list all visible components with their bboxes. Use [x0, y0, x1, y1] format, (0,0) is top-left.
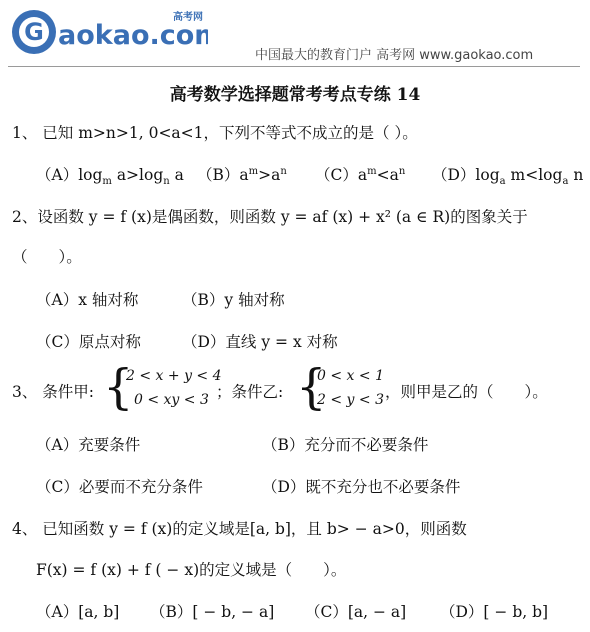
- q2-option-b: （B）y 轴对称: [182, 291, 285, 309]
- q1-option-b: $(B)a^m>a^n$: [197, 165, 287, 184]
- page-title: 高考数学选择题常考考点专练 14: [169, 85, 421, 105]
- q3-jia-line1: 2 < x + y < 4: [126, 368, 222, 384]
- q3-mid: ；条件乙:: [216, 383, 284, 401]
- header-tagline: 中国最大的教育门户 高考网 www.gaokao.com: [255, 48, 534, 63]
- logo-letter: G: [24, 18, 44, 46]
- q3-yi-line1: 0 < x < 1: [317, 368, 384, 384]
- q4-option-b: （B）[ − b, − a]: [150, 603, 275, 621]
- q3-jia-line2: 0 < xy < 3: [134, 392, 209, 408]
- q3-option-a: （A）充要条件: [36, 436, 141, 454]
- header-divider: [8, 66, 580, 67]
- logo-text: aokao.com: [58, 20, 208, 51]
- q1-option-d: $(D)\log_a$ $m<\log_a$ n: [432, 166, 584, 188]
- q3-yi-line2: 2 < y < 3: [317, 392, 384, 408]
- q4-option-c: （C）[a, − a]: [305, 603, 407, 621]
- q1-option-a: $(A)\log_m$ $a>\log_n$ a: [36, 166, 184, 188]
- q4-stem-line2: F(x) = f (x) + f ( − x)的定义域是（ ）。: [36, 561, 347, 579]
- q3-suffix: ，则甲是乙的（ ）。: [385, 383, 548, 401]
- q2-option-c: （C）原点对称: [36, 333, 141, 351]
- q3-option-d: （D）既不充分也不必要条件: [262, 478, 461, 496]
- q2-stem-line2: （ ）。: [12, 248, 82, 266]
- q2-option-d: （D）直线 y = x 对称: [182, 333, 338, 351]
- q1-stem: 1、 已知 m>n>1, 0<a<1，下列不等式不成立的是（ ）。: [12, 124, 418, 142]
- q4-stem-line1: 4、 已知函数 y = f (x)的定义域是[a, b]，且 b> − a>0，则函数: [12, 520, 467, 538]
- q3-option-c: （C）必要而不充分条件: [36, 478, 203, 496]
- q2-option-a: （A）x 轴对称: [36, 291, 139, 309]
- logo-sub: 高考网: [173, 12, 203, 23]
- gaokao-logo: [8, 4, 208, 60]
- q3-prefix: 3、 条件甲:: [12, 383, 95, 401]
- q4-option-d: （D）[ − b, b]: [440, 603, 549, 621]
- q3-option-b: （B）充分而不必要条件: [262, 436, 429, 454]
- logo-graphic: [8, 4, 208, 60]
- q2-stem-line1: 2、设函数 y = f (x)是偶函数，则函数 y = af (x) + x² (a ∈ R)的图象关于: [12, 208, 528, 226]
- q3-brace-jia: {: [103, 359, 134, 415]
- q3-brace-yi: {: [296, 359, 327, 415]
- q4-option-a: （A）[a, b]: [36, 603, 120, 621]
- q1-option-c: $(C)a^m<a^n$: [315, 165, 406, 184]
